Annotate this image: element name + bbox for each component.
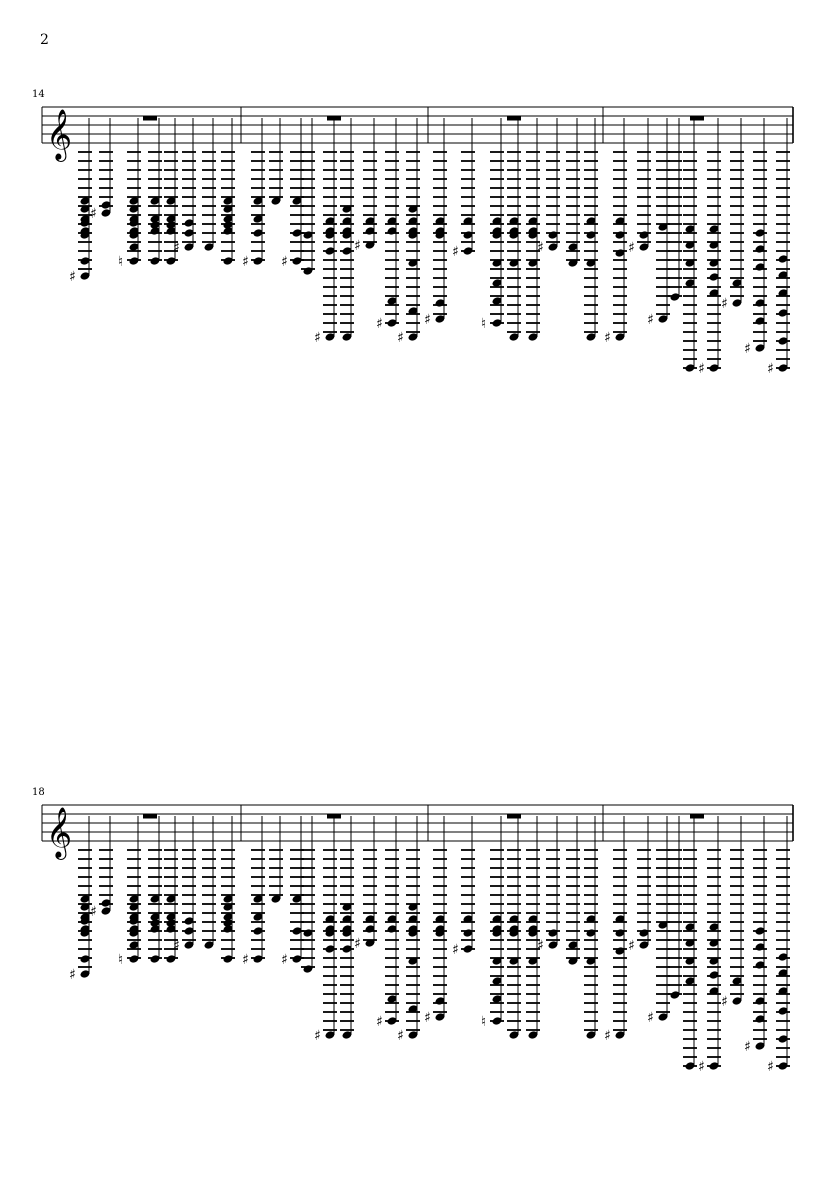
sharp-icon: ♯	[424, 1010, 431, 1026]
note-column	[269, 118, 283, 206]
sharp-icon: ♯	[628, 938, 635, 954]
note-column	[221, 118, 235, 266]
staff-system-1	[0, 0, 835, 420]
sharp-icon: ♯	[397, 330, 404, 346]
page-number: 2	[40, 32, 49, 48]
note-column	[376, 118, 399, 332]
note-column	[537, 816, 560, 954]
sharp-icon: ♯	[424, 312, 431, 328]
sharp-icon: ♯	[173, 240, 180, 256]
sharp-icon: ♯	[90, 904, 97, 920]
sharp-icon: ♯	[647, 312, 654, 328]
note-column	[584, 118, 598, 342]
sharp-icon: ♯	[744, 341, 751, 357]
note-column	[281, 118, 304, 270]
note-column	[683, 816, 697, 1071]
note-column	[397, 816, 420, 1044]
note-column	[242, 816, 265, 968]
note-column	[202, 118, 216, 252]
note-column	[721, 816, 744, 1010]
note-column	[340, 118, 354, 342]
sharp-icon: ♯	[452, 942, 459, 958]
note-column	[173, 118, 196, 256]
note-column	[452, 816, 475, 958]
sharp-icon: ♯	[721, 994, 728, 1010]
sharp-icon: ♯	[744, 1039, 751, 1055]
note-column	[424, 118, 447, 328]
staff-system-2	[0, 698, 835, 1118]
natural-icon: ♮	[481, 1014, 487, 1030]
note-column	[221, 816, 235, 964]
note-column	[354, 118, 377, 254]
note-column	[481, 118, 504, 332]
note-column	[376, 816, 399, 1030]
whole-rest-icon	[507, 116, 521, 121]
sharp-icon: ♯	[242, 254, 249, 270]
note-column	[537, 118, 560, 256]
note-column	[397, 118, 420, 346]
note-column	[767, 816, 790, 1075]
note-column	[647, 118, 670, 328]
sharp-icon: ♯	[173, 938, 180, 954]
note-column	[118, 118, 141, 270]
note-column	[628, 816, 651, 954]
note-column	[721, 118, 744, 312]
natural-icon: ♮	[118, 254, 124, 270]
note-column	[647, 816, 670, 1026]
sharp-icon: ♯	[698, 361, 705, 377]
sharp-icon: ♯	[604, 1028, 611, 1044]
note-column	[767, 118, 790, 377]
note-column	[452, 118, 475, 260]
sharp-icon: ♯	[376, 1014, 383, 1030]
note-column	[566, 118, 580, 268]
note-column	[424, 816, 447, 1026]
note-column	[526, 816, 540, 1040]
note-column	[668, 816, 682, 1000]
note-column	[507, 118, 521, 342]
sharp-icon: ♯	[537, 240, 544, 256]
note-column	[668, 118, 682, 302]
note-column	[698, 816, 721, 1075]
natural-icon: ♮	[118, 952, 124, 968]
natural-icon: ♮	[481, 316, 487, 332]
sharp-icon: ♯	[242, 952, 249, 968]
sharp-icon: ♯	[647, 1010, 654, 1026]
sharp-icon: ♯	[90, 206, 97, 222]
sharp-icon: ♯	[537, 938, 544, 954]
sharp-icon: ♯	[721, 296, 728, 312]
sharp-icon: ♯	[452, 244, 459, 260]
treble-clef-icon: 𝄞	[46, 109, 73, 160]
note-column	[314, 816, 337, 1044]
note-column	[744, 816, 767, 1055]
sharp-icon: ♯	[767, 1059, 774, 1075]
note-column	[507, 816, 521, 1040]
note-column	[314, 118, 337, 346]
note-column	[526, 118, 540, 342]
sharp-icon: ♯	[314, 330, 321, 346]
measure-number-14: 14	[32, 89, 45, 100]
note-column	[584, 816, 598, 1040]
note-column	[698, 118, 721, 377]
note-column	[269, 816, 283, 904]
sharp-icon: ♯	[281, 952, 288, 968]
whole-rest-icon	[143, 116, 157, 121]
treble-clef-icon: 𝄞	[46, 807, 73, 858]
sharp-icon: ♯	[376, 316, 383, 332]
note-column	[242, 118, 265, 270]
sharp-icon: ♯	[314, 1028, 321, 1044]
whole-rest-icon	[690, 814, 704, 819]
sharp-icon: ♯	[354, 238, 361, 254]
sharp-icon: ♯	[69, 269, 76, 285]
whole-rest-icon	[690, 116, 704, 121]
sharp-icon: ♯	[69, 967, 76, 983]
sharp-icon: ♯	[698, 1059, 705, 1075]
note-column	[173, 816, 196, 954]
note-column	[744, 118, 767, 357]
note-column	[628, 118, 651, 256]
note-column	[340, 816, 354, 1040]
note-column	[683, 118, 697, 373]
sharp-icon: ♯	[628, 240, 635, 256]
note-column	[118, 816, 141, 968]
whole-rest-icon	[143, 814, 157, 819]
note-column	[301, 816, 315, 974]
sharp-icon: ♯	[281, 254, 288, 270]
sharp-icon: ♯	[604, 330, 611, 346]
sharp-icon: ♯	[354, 936, 361, 952]
note-column	[301, 118, 315, 276]
note-column	[354, 816, 377, 952]
note-column	[281, 816, 304, 968]
note-column	[604, 816, 627, 1044]
measure-number-18: 18	[32, 787, 45, 798]
note-column	[202, 816, 216, 950]
whole-rest-icon	[507, 814, 521, 819]
note-column	[604, 118, 627, 346]
note-column	[148, 118, 162, 266]
note-column	[566, 816, 580, 966]
note-column	[148, 816, 162, 964]
sharp-icon: ♯	[767, 361, 774, 377]
note-column	[481, 816, 504, 1030]
sharp-icon: ♯	[397, 1028, 404, 1044]
